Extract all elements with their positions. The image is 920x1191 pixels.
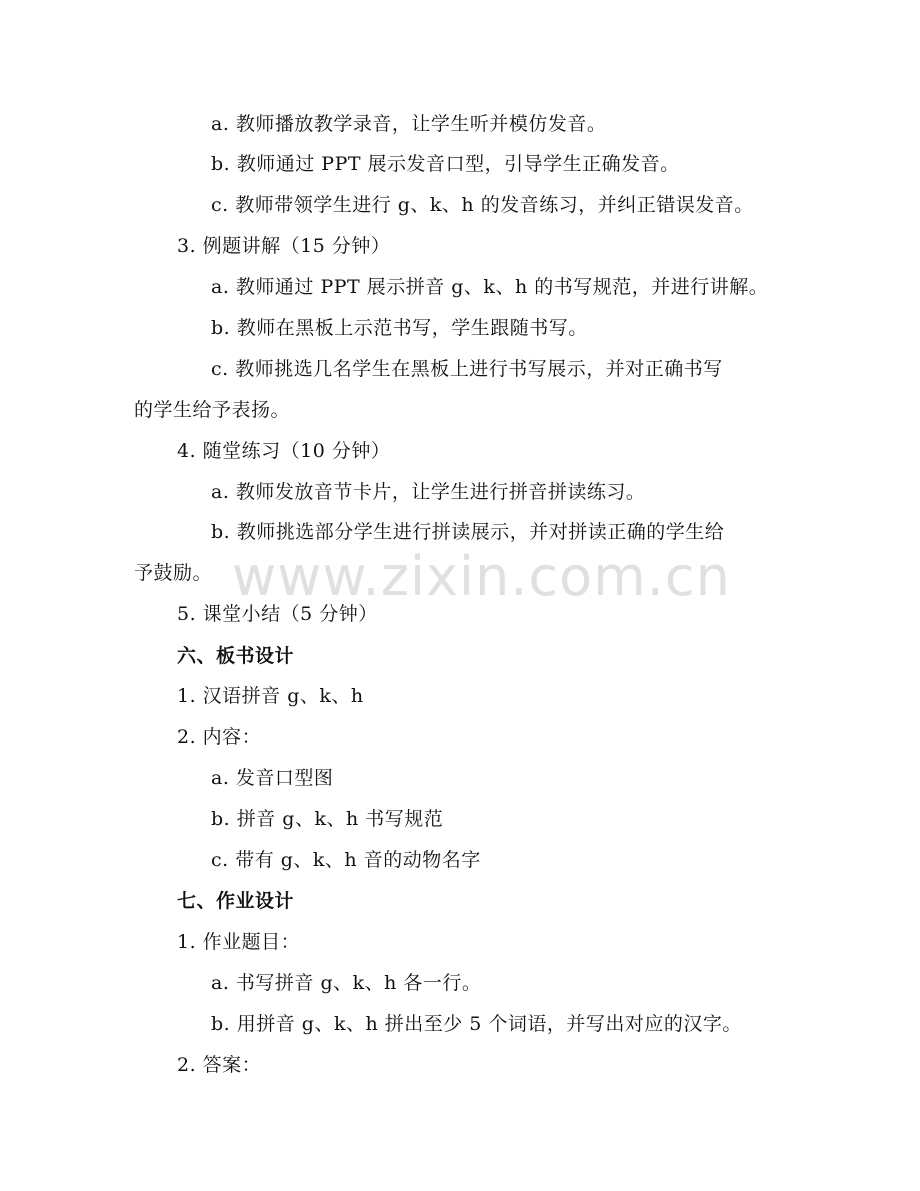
step-4b-continuation: 予鼓励。 xyxy=(134,562,213,584)
homework-item-1a: a. 书写拼音 g、k、h 各一行。 xyxy=(211,972,482,994)
step-3b-line: b. 教师在黑板上示范书写，学生跟随书写。 xyxy=(211,317,588,339)
section-6-heading: 六、板书设计 xyxy=(177,645,295,667)
step-3c-continuation: 的学生给予表扬。 xyxy=(134,399,291,421)
step-4a-line: a. 教师发放音节卡片，让学生进行拼音拼读练习。 xyxy=(211,481,646,503)
board-item-2b: b. 拼音 g、k、h 书写规范 xyxy=(211,808,444,830)
step-3c-line: c. 教师挑选几名学生在黑板上进行书写展示，并对正确书写 xyxy=(211,358,723,380)
step-3a-line: a. 教师通过 PPT 展示拼音 g、k、h 的书写规范，并进行讲解。 xyxy=(211,276,769,298)
watermark-text: www.zixin.com.cn xyxy=(232,545,731,608)
board-item-2: 2. 内容： xyxy=(177,726,262,748)
board-item-1: 1. 汉语拼音 g、k、h xyxy=(177,685,364,707)
board-item-2a: a. 发音口型图 xyxy=(211,767,334,789)
step-4b-line: b. 教师挑选部分学生进行拼读展示，并对拼读正确的学生给 xyxy=(211,521,725,543)
step-2b-line: b. 教师通过 PPT 展示发音口型，引导学生正确发音。 xyxy=(211,153,680,175)
board-item-2c: c. 带有 g、k、h 音的动物名字 xyxy=(211,849,481,871)
step-2c-line: c. 教师带领学生进行 g、k、h 的发音练习，并纠正错误发音。 xyxy=(211,194,754,216)
section-7-heading: 七、作业设计 xyxy=(177,890,295,912)
homework-item-1: 1. 作业题目： xyxy=(177,931,301,953)
step-5-title: 5. 课堂小结（5 分钟） xyxy=(177,603,378,625)
homework-item-2: 2. 答案： xyxy=(177,1054,262,1076)
step-4-title: 4. 随堂练习（10 分钟） xyxy=(177,440,391,462)
step-2a-line: a. 教师播放教学录音，让学生听并模仿发音。 xyxy=(211,113,607,135)
step-3-title: 3. 例题讲解（15 分钟） xyxy=(177,235,391,257)
homework-item-1b: b. 用拼音 g、k、h 拼出至少 5 个词语，并写出对应的汉字。 xyxy=(211,1013,742,1035)
